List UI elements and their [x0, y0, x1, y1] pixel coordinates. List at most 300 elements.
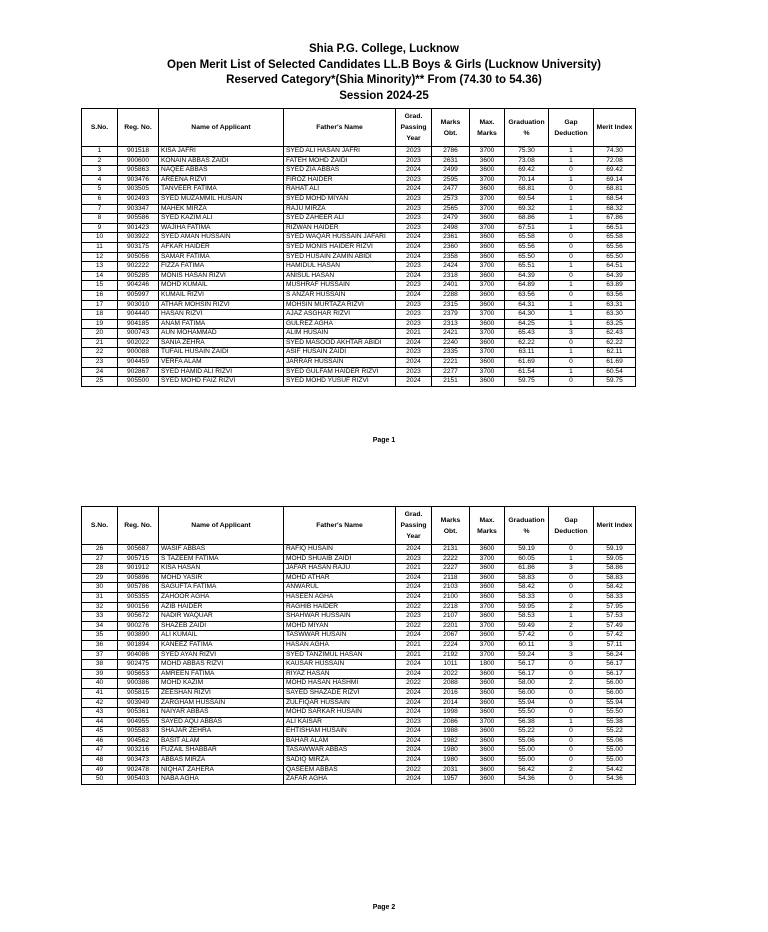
cell-father-name: SAYED SHAZADE RIZVI [284, 688, 396, 698]
cell-merit-index: 62.11 [594, 348, 636, 358]
table-row [82, 204, 636, 214]
table-row [82, 698, 636, 708]
cell-reg-no: 904185 [118, 319, 159, 329]
cell-gap-deduction: 0 [549, 338, 594, 348]
cell-father-name: ALI KAISAR [284, 717, 396, 727]
cell-passing-year: 2024 [396, 377, 432, 387]
cell-sno: 19 [82, 319, 118, 329]
cell-marks-obt: 2107 [432, 612, 470, 622]
cell-merit-index: 69.42 [594, 166, 636, 176]
column-header-marks-obt: Marks Obt. [432, 109, 470, 147]
cell-max-marks: 3700 [470, 310, 505, 320]
cell-applicant-name: NADIR WAQUAR [159, 612, 284, 622]
cell-graduation-pct: 65.43 [505, 329, 549, 339]
cell-max-marks: 3600 [470, 564, 505, 574]
cell-max-marks: 3600 [470, 300, 505, 310]
table-row [82, 281, 636, 291]
cell-sno: 29 [82, 573, 118, 583]
document-header [0, 42, 768, 104]
cell-reg-no: 905786 [118, 583, 159, 593]
cell-merit-index: 56.17 [594, 669, 636, 679]
cell-reg-no: 900156 [118, 602, 159, 612]
cell-gap-deduction: 2 [549, 602, 594, 612]
cell-marks-obt: 2100 [432, 592, 470, 602]
cell-gap-deduction: 1 [549, 367, 594, 377]
cell-merit-index: 65.56 [594, 242, 636, 252]
cell-graduation-pct: 60.11 [505, 640, 549, 650]
cell-gap-deduction: 1 [549, 175, 594, 185]
cell-gap-deduction: 1 [549, 319, 594, 329]
cell-father-name: RAJU MIRZA [284, 204, 396, 214]
cell-marks-obt: 2318 [432, 271, 470, 281]
cell-sno: 5 [82, 185, 118, 195]
cell-sno: 22 [82, 348, 118, 358]
cell-reg-no: 905653 [118, 669, 159, 679]
table-row [82, 756, 636, 766]
cell-max-marks: 3700 [470, 602, 505, 612]
cell-max-marks: 3600 [470, 736, 505, 746]
table-row [82, 194, 636, 204]
cell-passing-year: 2021 [396, 650, 432, 660]
cell-reg-no: 902222 [118, 262, 159, 272]
cell-max-marks: 3600 [470, 679, 505, 689]
cell-reg-no: 903347 [118, 204, 159, 214]
cell-gap-deduction: 0 [549, 290, 594, 300]
cell-applicant-name: SAGUFTA FATIMA [159, 583, 284, 593]
cell-merit-index: 69.14 [594, 175, 636, 185]
cell-max-marks: 3600 [470, 233, 505, 243]
column-header-merit-index: Merit Index [594, 109, 636, 147]
cell-passing-year: 2024 [396, 727, 432, 737]
cell-graduation-pct: 55.22 [505, 727, 549, 737]
cell-reg-no: 905403 [118, 775, 159, 785]
cell-graduation-pct: 56.17 [505, 660, 549, 670]
cell-sno: 12 [82, 252, 118, 262]
cell-graduation-pct: 63.11 [505, 348, 549, 358]
cell-passing-year: 2024 [396, 631, 432, 641]
cell-gap-deduction: 0 [549, 271, 594, 281]
cell-reg-no: 905687 [118, 545, 159, 555]
cell-father-name: SYED MOHD MIYAN [284, 194, 396, 204]
cell-gap-deduction: 0 [549, 185, 594, 195]
cell-passing-year: 2023 [396, 214, 432, 224]
table-row [82, 727, 636, 737]
list-title: Open Merit List of Selected Candidates LL.B Boys & Girls (Lucknow University) [167, 58, 601, 71]
cell-applicant-name: HASAN RIZVI [159, 310, 284, 320]
cell-passing-year: 2022 [396, 765, 432, 775]
cell-marks-obt: 2227 [432, 564, 470, 574]
cell-reg-no: 904562 [118, 736, 159, 746]
table-body [82, 147, 636, 387]
cell-marks-obt: 2221 [432, 358, 470, 368]
table-row [82, 147, 636, 157]
cell-applicant-name: ANAM FATIMA [159, 319, 284, 329]
cell-reg-no: 900276 [118, 621, 159, 631]
cell-merit-index: 68.54 [594, 194, 636, 204]
cell-sno: 23 [82, 358, 118, 368]
cell-sno: 24 [82, 367, 118, 377]
cell-merit-index: 63.25 [594, 319, 636, 329]
column-header-sno: S.No. [82, 109, 118, 147]
cell-passing-year: 2024 [396, 688, 432, 698]
cell-father-name: SYED TANZIMUL HASAN [284, 650, 396, 660]
cell-passing-year: 2023 [396, 223, 432, 233]
cell-reg-no: 904246 [118, 281, 159, 291]
cell-merit-index: 63.56 [594, 290, 636, 300]
column-header-passing-year: Grad. Passing Year [396, 109, 432, 147]
cell-applicant-name: NIQHAT ZAHERA [159, 765, 284, 775]
cell-graduation-pct: 61.69 [505, 358, 549, 368]
cell-marks-obt: 2103 [432, 583, 470, 593]
cell-graduation-pct: 55.94 [505, 698, 549, 708]
table-row [82, 621, 636, 631]
cell-merit-index: 55.22 [594, 727, 636, 737]
cell-merit-index: 56.00 [594, 679, 636, 689]
cell-father-name: ASIF HUSAIN ZAIDI [284, 348, 396, 358]
cell-merit-index: 59.75 [594, 377, 636, 387]
cell-graduation-pct: 58.00 [505, 679, 549, 689]
cell-graduation-pct: 57.42 [505, 631, 549, 641]
merit-table-page-2 [81, 506, 636, 785]
cell-passing-year: 2022 [396, 602, 432, 612]
cell-reg-no: 903473 [118, 756, 159, 766]
cell-sno: 10 [82, 233, 118, 243]
cell-gap-deduction: 0 [549, 252, 594, 262]
cell-father-name: AJAZ ASGHAR RIZVI [284, 310, 396, 320]
cell-graduation-pct: 59.24 [505, 650, 549, 660]
cell-merit-index: 72.08 [594, 156, 636, 166]
cell-merit-index: 59.19 [594, 545, 636, 555]
cell-applicant-name: KUMAIL RIZVI [159, 290, 284, 300]
cell-passing-year: 2023 [396, 300, 432, 310]
cell-reg-no: 905863 [118, 166, 159, 176]
cell-graduation-pct: 68.81 [505, 185, 549, 195]
cell-max-marks: 3700 [470, 194, 505, 204]
cell-sno: 9 [82, 223, 118, 233]
cell-graduation-pct: 59.75 [505, 377, 549, 387]
cell-graduation-pct: 69.32 [505, 204, 549, 214]
cell-gap-deduction: 3 [549, 329, 594, 339]
cell-graduation-pct: 56.38 [505, 717, 549, 727]
cell-applicant-name: FUZAIL SHABBAR [159, 746, 284, 756]
cell-applicant-name: S TAZEEM FATIMA [159, 554, 284, 564]
cell-applicant-name: MONIS HASAN RIZVI [159, 271, 284, 281]
cell-gap-deduction: 1 [549, 554, 594, 564]
cell-max-marks: 3700 [470, 147, 505, 157]
cell-max-marks: 3600 [470, 612, 505, 622]
column-header-max-marks: Max. Marks [470, 507, 505, 545]
cell-applicant-name: TUFAIL HUSAIN ZAIDI [159, 348, 284, 358]
cell-sno: 28 [82, 564, 118, 574]
cell-reg-no: 904459 [118, 358, 159, 368]
cell-reg-no: 905285 [118, 271, 159, 281]
cell-father-name: MOHD MIYAN [284, 621, 396, 631]
cell-father-name: JARRAR HUSSAIN [284, 358, 396, 368]
cell-reg-no: 901912 [118, 564, 159, 574]
cell-merit-index: 65.58 [594, 233, 636, 243]
table-row [82, 319, 636, 329]
cell-father-name: QASEEM ABBAS [284, 765, 396, 775]
table-row [82, 300, 636, 310]
cell-passing-year: 2024 [396, 358, 432, 368]
cell-passing-year: 2024 [396, 660, 432, 670]
cell-graduation-pct: 69.54 [505, 194, 549, 204]
table-row [82, 573, 636, 583]
cell-marks-obt: 2016 [432, 688, 470, 698]
table-row [82, 377, 636, 387]
cell-reg-no: 900600 [118, 156, 159, 166]
cell-marks-obt: 2477 [432, 185, 470, 195]
cell-marks-obt: 2192 [432, 650, 470, 660]
cell-sno: 30 [82, 583, 118, 593]
cell-applicant-name: NABA AGHA [159, 775, 284, 785]
cell-sno: 16 [82, 290, 118, 300]
cell-passing-year: 2024 [396, 746, 432, 756]
cell-father-name: SYED WAQAR HUSSAIN JAFARI [284, 233, 396, 243]
cell-applicant-name: KISA JAFRI [159, 147, 284, 157]
cell-sno: 31 [82, 592, 118, 602]
table-row [82, 223, 636, 233]
cell-merit-index: 60.54 [594, 367, 636, 377]
cell-applicant-name: MOHD KUMAIL [159, 281, 284, 291]
cell-max-marks: 3600 [470, 319, 505, 329]
cell-marks-obt: 2361 [432, 233, 470, 243]
cell-father-name: TASAWWAR ABBAS [284, 746, 396, 756]
cell-max-marks: 3600 [470, 252, 505, 262]
cell-gap-deduction: 1 [549, 262, 594, 272]
cell-gap-deduction: 3 [549, 640, 594, 650]
cell-graduation-pct: 58.83 [505, 573, 549, 583]
cell-reg-no: 903476 [118, 175, 159, 185]
cell-sno: 48 [82, 756, 118, 766]
cell-passing-year: 2024 [396, 583, 432, 593]
cell-graduation-pct: 67.51 [505, 223, 549, 233]
cell-marks-obt: 2022 [432, 669, 470, 679]
column-header-applicant-name: Name of Applicant [159, 507, 284, 545]
cell-father-name: BAHAR ALAM [284, 736, 396, 746]
column-header-applicant-name: Name of Applicant [159, 109, 284, 147]
cell-marks-obt: 2288 [432, 290, 470, 300]
table-row [82, 545, 636, 555]
cell-sno: 40 [82, 679, 118, 689]
cell-applicant-name: SHAZEB ZAIDI [159, 621, 284, 631]
cell-applicant-name: MOHD YASIR [159, 573, 284, 583]
cell-merit-index: 55.00 [594, 746, 636, 756]
cell-gap-deduction: 1 [549, 300, 594, 310]
cell-merit-index: 59.05 [594, 554, 636, 564]
cell-reg-no: 903922 [118, 233, 159, 243]
cell-graduation-pct: 56.17 [505, 669, 549, 679]
table-row [82, 736, 636, 746]
cell-graduation-pct: 61.86 [505, 564, 549, 574]
column-header-graduation-pct: Graduation % [505, 507, 549, 545]
cell-merit-index: 66.51 [594, 223, 636, 233]
cell-merit-index: 64.39 [594, 271, 636, 281]
cell-passing-year: 2023 [396, 156, 432, 166]
cell-max-marks: 1800 [470, 660, 505, 670]
cell-merit-index: 58.42 [594, 583, 636, 593]
cell-merit-index: 55.00 [594, 756, 636, 766]
cell-father-name: S ANZAR HUSSAIN [284, 290, 396, 300]
cell-graduation-pct: 65.50 [505, 252, 549, 262]
cell-applicant-name: KANEEZ FATIMA [159, 640, 284, 650]
cell-gap-deduction: 1 [549, 156, 594, 166]
cell-gap-deduction: 1 [549, 281, 594, 291]
table-header [82, 507, 636, 545]
cell-gap-deduction: 0 [549, 669, 594, 679]
cell-merit-index: 55.94 [594, 698, 636, 708]
cell-max-marks: 3600 [470, 631, 505, 641]
cell-graduation-pct: 64.89 [505, 281, 549, 291]
cell-applicant-name: SYED AYAN RIZVI [159, 650, 284, 660]
cell-max-marks: 3600 [470, 290, 505, 300]
table-row [82, 688, 636, 698]
cell-marks-obt: 1980 [432, 756, 470, 766]
cell-sno: 47 [82, 746, 118, 756]
cell-applicant-name: WAJIHA FATIMA [159, 223, 284, 233]
cell-graduation-pct: 55.00 [505, 746, 549, 756]
cell-passing-year: 2024 [396, 775, 432, 785]
cell-sno: 8 [82, 214, 118, 224]
cell-passing-year: 2024 [396, 573, 432, 583]
cell-marks-obt: 2201 [432, 621, 470, 631]
cell-reg-no: 905997 [118, 290, 159, 300]
cell-applicant-name: SYED AMAN HUSSAIN [159, 233, 284, 243]
cell-graduation-pct: 64.31 [505, 300, 549, 310]
cell-father-name: MOHD SHUAIB ZAIDI [284, 554, 396, 564]
table-row [82, 214, 636, 224]
cell-graduation-pct: 56.00 [505, 688, 549, 698]
merit-table-page-1 [81, 108, 636, 387]
cell-graduation-pct: 58.42 [505, 583, 549, 593]
cell-passing-year: 2022 [396, 679, 432, 689]
cell-merit-index: 57.53 [594, 612, 636, 622]
cell-reg-no: 900088 [118, 348, 159, 358]
cell-reg-no: 905896 [118, 573, 159, 583]
cell-applicant-name: KONAIN ABBAS ZAIDI [159, 156, 284, 166]
college-name: Shia P.G. College, Lucknow [309, 43, 459, 55]
cell-passing-year: 2022 [396, 621, 432, 631]
cell-max-marks: 3600 [470, 338, 505, 348]
table-row [82, 338, 636, 348]
cell-applicant-name: ZARGHAM HUSSAIN [159, 698, 284, 708]
cell-father-name: RAFIQ HUSAIN [284, 545, 396, 555]
cell-passing-year: 2024 [396, 736, 432, 746]
cell-marks-obt: 2565 [432, 204, 470, 214]
table-row [82, 650, 636, 660]
cell-marks-obt: 2240 [432, 338, 470, 348]
cell-passing-year: 2024 [396, 233, 432, 243]
cell-marks-obt: 2086 [432, 717, 470, 727]
cell-max-marks: 3600 [470, 669, 505, 679]
cell-merit-index: 62.43 [594, 329, 636, 339]
cell-max-marks: 3700 [470, 223, 505, 233]
cell-marks-obt: 2222 [432, 554, 470, 564]
cell-graduation-pct: 73.08 [505, 156, 549, 166]
cell-merit-index: 68.32 [594, 204, 636, 214]
cell-merit-index: 57.49 [594, 621, 636, 631]
cell-gap-deduction: 1 [549, 204, 594, 214]
cell-merit-index: 58.83 [594, 573, 636, 583]
cell-passing-year: 2021 [396, 329, 432, 339]
cell-father-name: FATEH MOHD ZAIDI [284, 156, 396, 166]
page-number: Page 2 [372, 904, 396, 911]
cell-passing-year: 2023 [396, 175, 432, 185]
cell-applicant-name: ATHAR MOHSIN RIZVI [159, 300, 284, 310]
cell-reg-no: 903175 [118, 242, 159, 252]
column-header-gap-deduction: Gap Deduction [549, 109, 594, 147]
cell-graduation-pct: 69.42 [505, 166, 549, 176]
table-row [82, 290, 636, 300]
column-header-max-marks: Max. Marks [470, 109, 505, 147]
cell-father-name: RAGHIB HAIDER [284, 602, 396, 612]
cell-graduation-pct: 60.05 [505, 554, 549, 564]
cell-reg-no: 904955 [118, 717, 159, 727]
cell-merit-index: 67.86 [594, 214, 636, 224]
cell-gap-deduction: 0 [549, 631, 594, 641]
cell-sno: 50 [82, 775, 118, 785]
cell-applicant-name: SYED MUZAMMIL HUSAIN [159, 194, 284, 204]
cell-merit-index: 56.17 [594, 660, 636, 670]
cell-reg-no: 901518 [118, 147, 159, 157]
cell-applicant-name: ABBAS MIRZA [159, 756, 284, 766]
cell-applicant-name: AREENA RIZVI [159, 175, 284, 185]
table-row [82, 564, 636, 574]
table-row [82, 262, 636, 272]
cell-sno: 3 [82, 166, 118, 176]
cell-gap-deduction: 0 [549, 233, 594, 243]
cell-max-marks: 3700 [470, 640, 505, 650]
cell-merit-index: 63.31 [594, 300, 636, 310]
cell-reg-no: 903216 [118, 746, 159, 756]
cell-max-marks: 3600 [470, 775, 505, 785]
cell-gap-deduction: 0 [549, 166, 594, 176]
cell-graduation-pct: 64.30 [505, 310, 549, 320]
cell-max-marks: 3700 [470, 650, 505, 660]
column-header-reg-no: Reg. No. [118, 507, 159, 545]
cell-max-marks: 3600 [470, 156, 505, 166]
cell-father-name: ALIM HUSAIN [284, 329, 396, 339]
cell-graduation-pct: 59.19 [505, 545, 549, 555]
cell-marks-obt: 2088 [432, 679, 470, 689]
cell-applicant-name: SAYED AQU ABBAS [159, 717, 284, 727]
cell-marks-obt: 2118 [432, 573, 470, 583]
cell-father-name: ANWARUL [284, 583, 396, 593]
cell-passing-year: 2023 [396, 262, 432, 272]
cell-gap-deduction: 2 [549, 679, 594, 689]
cell-merit-index: 54.42 [594, 765, 636, 775]
cell-merit-index: 55.06 [594, 736, 636, 746]
cell-sno: 33 [82, 612, 118, 622]
cell-graduation-pct: 61.54 [505, 367, 549, 377]
cell-passing-year: 2024 [396, 756, 432, 766]
header-row [82, 109, 636, 147]
cell-father-name: SYED MOHD YUSUF RIZVI [284, 377, 396, 387]
cell-father-name: MOHSIN MURTAZA RIZVI [284, 300, 396, 310]
cell-marks-obt: 2218 [432, 602, 470, 612]
cell-gap-deduction: 2 [549, 621, 594, 631]
cell-marks-obt: 2786 [432, 147, 470, 157]
cell-applicant-name: AUN MOHAMMAD [159, 329, 284, 339]
cell-father-name: JAFAR HASAN RAJU [284, 564, 396, 574]
table-row [82, 640, 636, 650]
cell-merit-index: 56.24 [594, 650, 636, 660]
cell-graduation-pct: 56.42 [505, 765, 549, 775]
cell-graduation-pct: 68.86 [505, 214, 549, 224]
table-row [82, 271, 636, 281]
table-row [82, 669, 636, 679]
cell-passing-year: 2023 [396, 147, 432, 157]
